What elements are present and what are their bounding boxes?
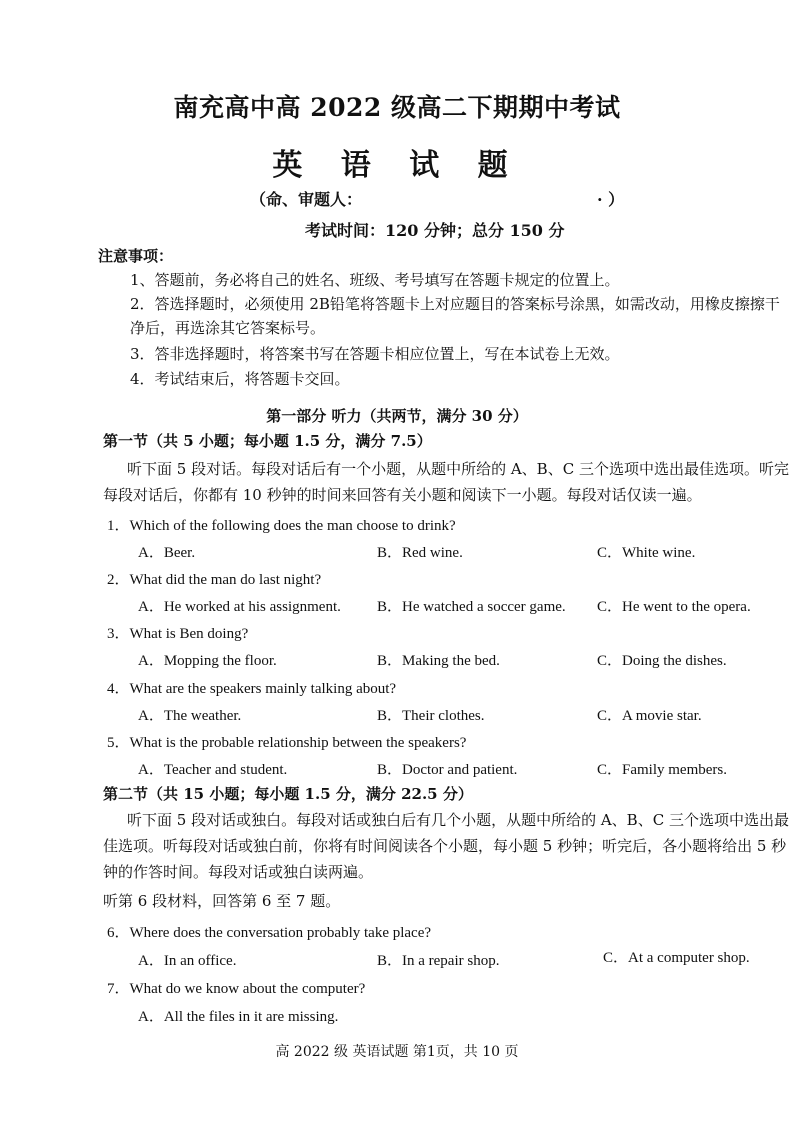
- notice-item: 4．考试结束后，将答题卡交回。: [130, 370, 350, 388]
- question-3: 3．What is Ben doing?: [107, 626, 249, 642]
- section1-heading: 第一节（共 5 小题；每小题 1.5 分，满分 7.5）: [103, 432, 432, 450]
- question-4-option-a: A．The weather.: [138, 708, 242, 724]
- notice-item: 2．答选择题时，必须使用 2B铅笔将答题卡上对应题目的答案标号涂黑，如需改动，用橡皮擦擦干净后，再选涂其它答案标号。: [130, 295, 780, 337]
- question-1: 1．Which of the following does the man choose to drink?: [107, 518, 456, 534]
- question-5-option-a: A．Teacher and student.: [138, 762, 288, 778]
- section2-intro: 听下面 5 段对话或独白。每段对话或独白后有几个小题，从题中所给的 A、B、C 三个选项中选出最佳选项。听每段对话或独白前，你将有时间阅读各个小题，每小题 5 秒钟；听完后，各小题将给出 5 秒钟的作答时间。每段对话或独白读两遍。: [103, 811, 789, 881]
- reviewer-line: [250, 187, 624, 210]
- question-2-option-a: A．He worked at his assignment.: [138, 599, 341, 615]
- question-7-option-a: A．All the files in it are missing.: [138, 1009, 339, 1025]
- question-7: 7．What do we know about the computer?: [107, 981, 366, 997]
- question-1-option-c: C．White wine.: [597, 545, 696, 561]
- question-6-option-b: B．In a repair shop.: [377, 953, 500, 969]
- exam-info: 考试时间：120 分钟；总分 150 分: [305, 221, 565, 240]
- reviewer-close: · ）: [597, 190, 625, 209]
- part1-heading: 第一部分 听力（共两节，满分 30 分）: [266, 407, 528, 425]
- question-2-option-c: C．He went to the opera.: [597, 599, 751, 615]
- question-3-option-c: C．Doing the dishes.: [597, 653, 727, 669]
- section2-heading: 第二节（共 15 小题；每小题 1.5 分，满分 22.5 分）: [103, 785, 473, 803]
- question-5-option-c: C．Family members.: [597, 762, 727, 778]
- exam-subject: 英 语 试 题: [272, 148, 522, 183]
- question-3-option-b: B．Making the bed.: [377, 653, 500, 669]
- notice-item: 3．答非选择题时，将答案书写在答题卡相应位置上，写在本试卷上无效。: [130, 345, 620, 363]
- notice-heading: 注意事项：: [98, 247, 174, 265]
- question-6: 6．Where does the conversation probably take place?: [107, 925, 432, 941]
- question-6-option-c: C．At a computer shop.: [603, 950, 750, 966]
- material-note: 听第 6 段材料，回答第 6 至 7 题。: [103, 892, 341, 910]
- question-1-option-a: A．Beer.: [138, 545, 196, 561]
- reviewer-label: （命、审题人：: [250, 190, 363, 209]
- notice-item: 1、答题前，务必将自己的姓名、班级、考号填写在答题卡规定的位置上。: [130, 271, 620, 289]
- question-6-option-a: A．In an office.: [138, 953, 237, 969]
- page-footer: 高 2022 级 英语试题 第1页，共 10 页: [275, 1044, 519, 1060]
- question-5-option-b: B．Doctor and patient.: [377, 762, 518, 778]
- question-4-option-b: B．Their clothes.: [377, 708, 485, 724]
- question-4: 4．What are the speakers mainly talking about?: [107, 681, 397, 697]
- question-3-option-a: A．Mopping the floor.: [138, 653, 277, 669]
- question-4-option-c: C．A movie star.: [597, 708, 702, 724]
- question-1-option-b: B．Red wine.: [377, 545, 463, 561]
- question-5: 5．What is the probable relationship between the speakers?: [107, 735, 467, 751]
- question-2: 2．What did the man do last night?: [107, 572, 322, 588]
- question-2-option-b: B．He watched a soccer game.: [377, 599, 566, 615]
- exam-title: 南充高中高 2022 级高二下期期中考试: [173, 93, 621, 122]
- section1-intro: 听下面 5 段对话。每段对话后有一个小题，从题中所给的 A、B、C 三个选项中选出最佳选项。听完每段对话后，你都有 10 秒钟的时间来回答有关小题和阅读下一小题。每段对话仅读一遍。: [103, 460, 789, 504]
